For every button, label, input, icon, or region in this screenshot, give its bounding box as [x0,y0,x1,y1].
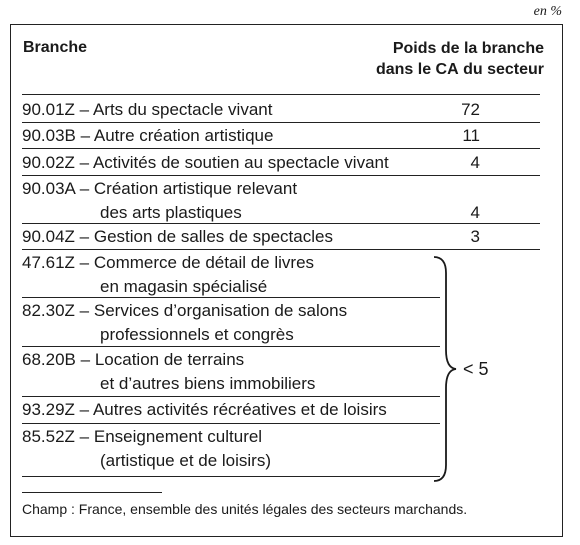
row-code: 68.20B [22,350,76,369]
header-poids-line2-post: du secteur [458,61,544,78]
row-9004Z-label [22,225,333,249]
row-line1: Autres activités récréatives et de loisirs [92,400,387,419]
row-code: 82.30Z [22,301,75,320]
row-line1: Services d’organisation de salons [93,301,348,320]
cropped-text-fragment [118,0,158,7]
row-line2: (artistique et de loisirs) [100,451,272,470]
row-separator [22,148,540,149]
row-dash: – [79,153,90,172]
row-line1: Activités de soutien au spectacle vivant [92,153,389,172]
header-branche: Branche [23,39,88,56]
row-separator [22,175,540,176]
row-line1: Location de terrains [94,350,245,369]
row-code: 93.29Z [22,400,75,419]
row-6820B-label [22,348,315,396]
row-value: 3 [470,227,480,246]
row-separator [22,346,440,347]
row-line2: professionnels et congrès [100,325,294,344]
row-8230Z-label [22,299,347,347]
row-separator [22,249,540,250]
header-poids-line2-pre: dans le [375,61,436,78]
row-value: 4 [470,153,480,172]
row-line2: et d’autres biens immobiliers [100,374,316,393]
header-separator [22,94,540,95]
row-value: 11 [462,126,480,145]
row-9329Z-label [22,398,387,422]
row-dash: – [79,301,90,320]
row-separator [22,297,440,298]
row-dash: – [79,179,90,198]
row-9002Z-label [22,151,389,175]
row-9003A-label [22,177,297,225]
row-8552Z-label [22,425,271,473]
header-poids [340,38,544,80]
row-separator [22,476,440,477]
row-dash: – [80,350,91,369]
unit-note: en % [533,4,562,19]
row-4761Z-label [22,251,314,299]
row-dash: – [80,126,91,145]
row-line1: Enseignement culturel [93,427,263,446]
row-dash: – [79,400,90,419]
row-line1: Gestion de salles de spectacles [93,227,333,246]
grouped-value: < 5 [463,359,489,379]
row-line2: des arts plastiques [100,203,242,222]
row-9003B-label [22,124,273,148]
row-separator [22,122,540,123]
row-line1: Création artistique relevant [93,179,298,198]
row-line1: Commerce de détail de livres [93,253,315,272]
row-code: 90.01Z [22,100,75,119]
row-value: 4 [470,203,480,222]
row-code: 90.02Z [22,153,75,172]
row-separator [22,423,440,424]
row-line1: Autre création artistique [93,126,274,145]
header-poids-line1: Poids de la branche [392,40,544,57]
header-poids-abbr: CA [435,61,459,78]
row-separator [22,223,540,224]
footnote: Champ : France, ensemble des unités légales des secteurs marchands. [22,501,468,517]
row-9001Z-label [22,98,272,122]
row-dash: – [79,227,90,246]
row-code: 85.52Z [22,427,75,446]
row-line2: en magasin spécialisé [100,277,268,296]
row-code: 90.04Z [22,227,75,246]
row-separator [22,396,440,397]
row-code: 90.03A [22,179,75,198]
footnote-rule [22,492,162,493]
row-code: 47.61Z [22,253,75,272]
row-dash: – [79,427,90,446]
row-value: 72 [461,100,480,119]
row-dash: – [79,100,90,119]
row-dash: – [79,253,90,272]
row-line1: Arts du spectacle vivant [92,100,273,119]
row-code: 90.03B [22,126,76,145]
right-brace-icon [430,255,460,485]
